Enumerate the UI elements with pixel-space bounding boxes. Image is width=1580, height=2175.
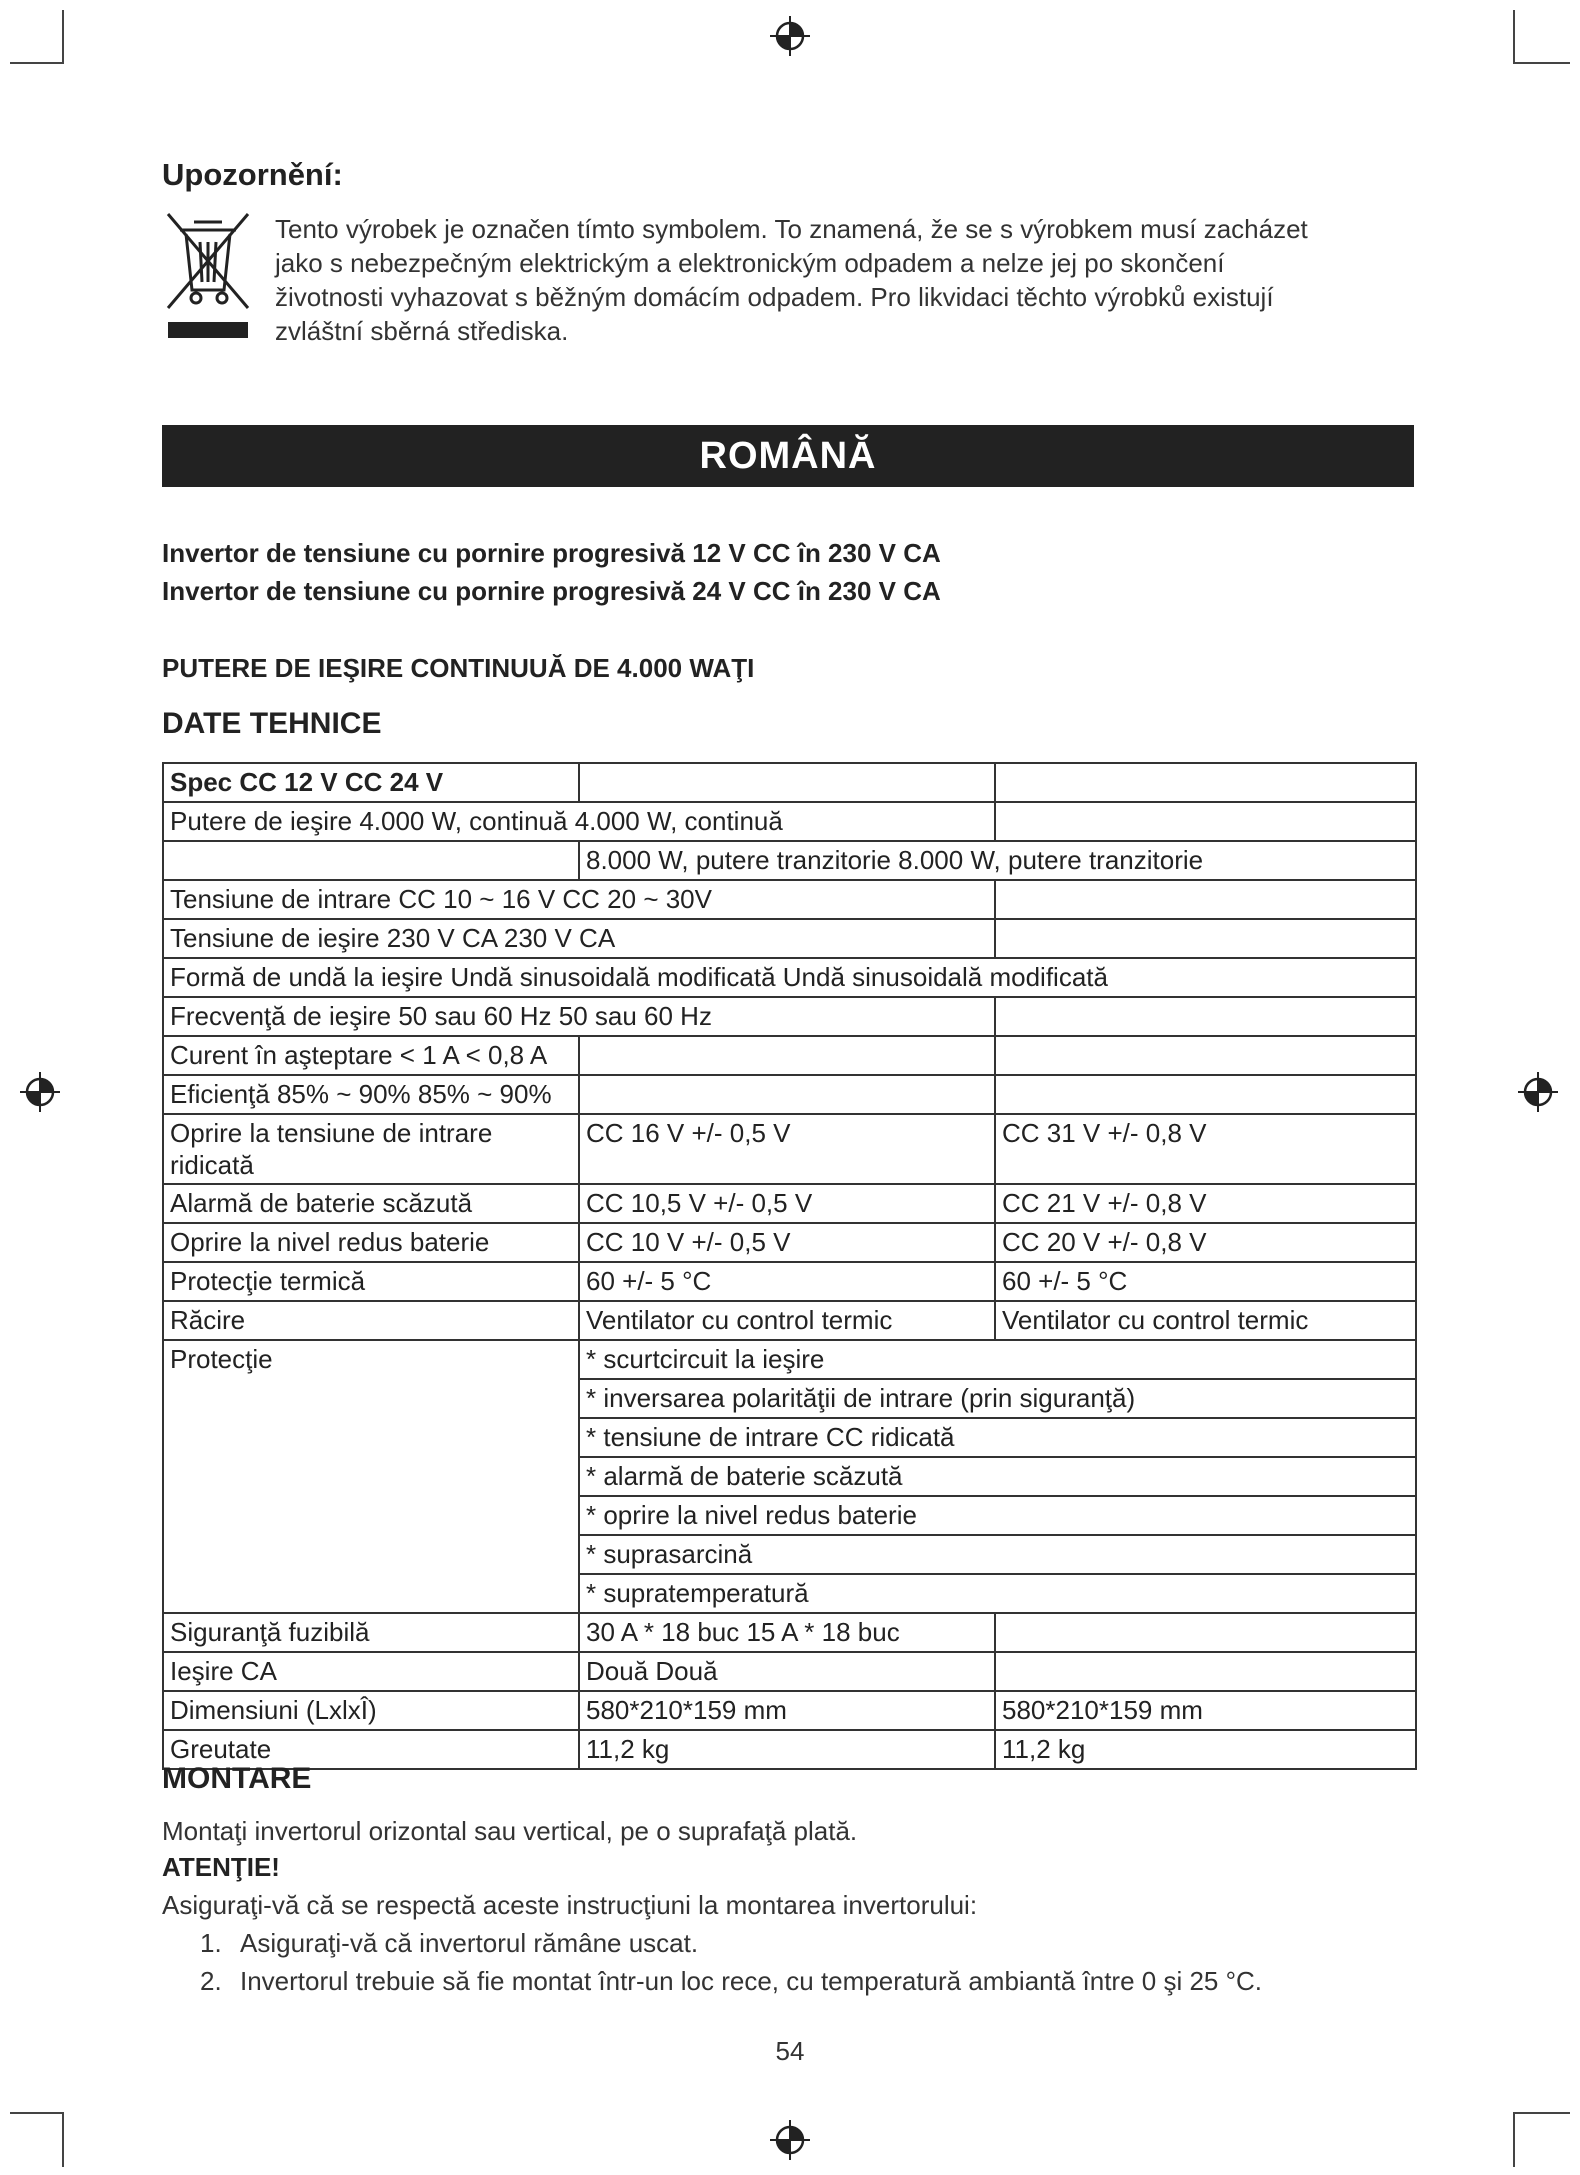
list-item xyxy=(200,1928,698,1959)
table-row xyxy=(163,1613,1416,1652)
table-cell xyxy=(995,763,1416,802)
table-cell: * alarmă de baterie scăzută xyxy=(579,1457,1416,1496)
table-row xyxy=(163,1652,1416,1691)
mounting-intro: Montaţi invertorul orizontal sau vertical, pe o suprafaţă plată. xyxy=(162,1816,858,1846)
crop-mark-bottom-right xyxy=(1515,2112,1570,2114)
mounting-heading: MONTARE xyxy=(162,1762,312,1795)
warning-line: jako s nebezpečným elektrickým a elektronickým odpadem a nelze jej po skončení xyxy=(275,248,1225,278)
table-cell: 11,2 kg xyxy=(579,1730,995,1769)
table-cell: 30 A * 18 buc 15 A * 18 buc xyxy=(579,1613,995,1652)
table-cell: Oprire la tensiune de intrare ridicată xyxy=(163,1114,579,1184)
table-row xyxy=(163,1184,1416,1223)
list-number: 1. xyxy=(200,1928,222,1958)
table-cell xyxy=(995,1075,1416,1114)
table-cell xyxy=(579,1036,995,1075)
table-cell: Putere de ieşire 4.000 W, continuă 4.000 W, continuă xyxy=(163,802,995,841)
table-row xyxy=(163,1223,1416,1262)
registration-mark-icon xyxy=(1516,1070,1560,1114)
table-cell: Dimensiuni (LxlxÎ) xyxy=(163,1691,579,1730)
tech-heading: DATE TEHNICE xyxy=(162,707,382,740)
table-cell: CC 10,5 V +/- 0,5 V xyxy=(579,1184,995,1223)
product-title-12v: Invertor de tensiune cu pornire progresivă 12 V CC în 230 V CA xyxy=(162,538,941,568)
warning-line: životnosti vyhazovat s běžným domácím odpadem. Pro likvidaci těchto výrobků existují xyxy=(275,282,1274,312)
table-row xyxy=(163,802,1416,841)
warning-line: zvláštní sběrná střediska. xyxy=(275,316,569,346)
table-cell: Ventilator cu control termic xyxy=(995,1301,1416,1340)
table-cell: Răcire xyxy=(163,1301,579,1340)
table-cell: CC 10 V +/- 0,5 V xyxy=(579,1223,995,1262)
page-number: 54 xyxy=(775,2036,805,2066)
table-cell xyxy=(995,919,1416,958)
table-row xyxy=(163,958,1416,997)
table-row xyxy=(163,1730,1416,1769)
registration-mark-icon xyxy=(18,1070,62,1114)
list-text: Invertorul trebuie să fie montat într-un loc rece, cu temperatură ambiantă între 0 şi 25 °C. xyxy=(240,1966,1262,1996)
mounting-instruction: Asiguraţi-vă că se respectă aceste instrucţiuni la montarea invertorului: xyxy=(162,1890,978,1920)
weee-crossed-bin-icon xyxy=(166,212,250,340)
table-cell: 580*210*159 mm xyxy=(579,1691,995,1730)
table-cell xyxy=(995,880,1416,919)
table-row xyxy=(163,919,1416,958)
attention-label: ATENŢIE! xyxy=(162,1852,280,1882)
crop-mark-top-left-v xyxy=(62,10,64,64)
table-cell xyxy=(995,1613,1416,1652)
table-cell: 580*210*159 mm xyxy=(995,1691,1416,1730)
table-cell: Eficienţă 85% ~ 90% 85% ~ 90% xyxy=(163,1075,579,1114)
table-cell xyxy=(579,1075,995,1114)
crop-mark-bottom-right-v xyxy=(1513,2112,1515,2167)
table-cell: Alarmă de baterie scăzută xyxy=(163,1184,579,1223)
warning-line: Tento výrobek je označen tímto symbolem. To znamená, že se s výrobkem musí zacházet xyxy=(275,214,1308,244)
table-cell: * supratemperatură xyxy=(579,1574,1416,1613)
crop-mark-top-right xyxy=(1515,62,1570,64)
table-cell: CC 31 V +/- 0,8 V xyxy=(995,1114,1416,1184)
table-cell: Tensiune de intrare CC 10 ~ 16 V CC 20 ~ 30V xyxy=(163,880,995,919)
table-cell xyxy=(579,763,995,802)
power-heading: PUTERE DE IEŞIRE CONTINUUĂ DE 4.000 WAŢI xyxy=(162,653,755,683)
table-row xyxy=(163,841,1416,880)
table-cell xyxy=(995,802,1416,841)
table-cell: Protecţie termică xyxy=(163,1262,579,1301)
table-row xyxy=(163,1114,1416,1184)
table-cell: Greutate xyxy=(163,1730,579,1769)
table-row xyxy=(163,1075,1416,1114)
warning-text xyxy=(275,212,1405,348)
table-cell: * tensiune de intrare CC ridicată xyxy=(579,1418,1416,1457)
table-cell: * oprire la nivel redus baterie xyxy=(579,1496,1416,1535)
crop-mark-bottom-left-v xyxy=(62,2112,64,2167)
table-cell: Oprire la nivel redus baterie xyxy=(163,1223,579,1262)
crop-mark-top-left xyxy=(10,62,62,64)
crop-mark-top-right-v xyxy=(1513,10,1515,64)
table-cell: Siguranţă fuzibilă xyxy=(163,1613,579,1652)
table-row xyxy=(163,997,1416,1036)
table-cell: Frecvenţă de ieşire 50 sau 60 Hz 50 sau 60 Hz xyxy=(163,997,995,1036)
table-cell: CC 16 V +/- 0,5 V xyxy=(579,1114,995,1184)
table-row xyxy=(163,763,1416,802)
table-cell: 60 +/- 5 °C xyxy=(995,1262,1416,1301)
list-number: 2. xyxy=(200,1966,222,1996)
table-cell: Curent în aşteptare < 1 A < 0,8 A xyxy=(163,1036,579,1075)
table-row xyxy=(163,1340,1416,1379)
table-cell: Spec CC 12 V CC 24 V xyxy=(163,763,579,802)
table-cell: * suprasarcină xyxy=(579,1535,1416,1574)
table-cell: Formă de undă la ieşire Undă sinusoidală modificată Undă sinusoidală modificată xyxy=(163,958,1416,997)
language-banner: ROMÂNĂ xyxy=(162,425,1414,487)
table-row xyxy=(163,1036,1416,1075)
list-text: Asiguraţi-vă că invertorul rămâne uscat. xyxy=(240,1928,699,1958)
table-cell: * scurtcircuit la ieşire xyxy=(579,1340,1416,1379)
table-cell xyxy=(995,1036,1416,1075)
table-cell: 11,2 kg xyxy=(995,1730,1416,1769)
table-cell: Tensiune de ieşire 230 V CA 230 V CA xyxy=(163,919,995,958)
table-cell: * inversarea polarităţii de intrare (prin siguranţă) xyxy=(579,1379,1416,1418)
table-cell: Ieşire CA xyxy=(163,1652,579,1691)
table-cell: CC 21 V +/- 0,8 V xyxy=(995,1184,1416,1223)
table-cell: Ventilator cu control termic xyxy=(579,1301,995,1340)
table-cell xyxy=(163,841,579,880)
table-cell xyxy=(995,1652,1416,1691)
table-row xyxy=(163,1262,1416,1301)
table-cell: Protecţie xyxy=(163,1340,579,1613)
registration-mark-icon xyxy=(768,14,812,58)
crop-mark-bottom-left xyxy=(10,2112,62,2114)
table-row xyxy=(163,1691,1416,1730)
table-cell: 60 +/- 5 °C xyxy=(579,1262,995,1301)
product-title-24v: Invertor de tensiune cu pornire progresivă 24 V CC în 230 V CA xyxy=(162,576,941,606)
table-cell: 8.000 W, putere tranzitorie 8.000 W, putere tranzitorie xyxy=(579,841,1416,880)
table-row xyxy=(163,880,1416,919)
spec-table xyxy=(162,762,1417,1770)
table-cell xyxy=(995,997,1416,1036)
registration-mark-icon xyxy=(768,2118,812,2162)
warning-heading: Upozornění: xyxy=(162,157,343,192)
table-row xyxy=(163,1301,1416,1340)
list-item xyxy=(200,1966,1262,1997)
table-cell: CC 20 V +/- 0,8 V xyxy=(995,1223,1416,1262)
table-cell: Două Două xyxy=(579,1652,995,1691)
